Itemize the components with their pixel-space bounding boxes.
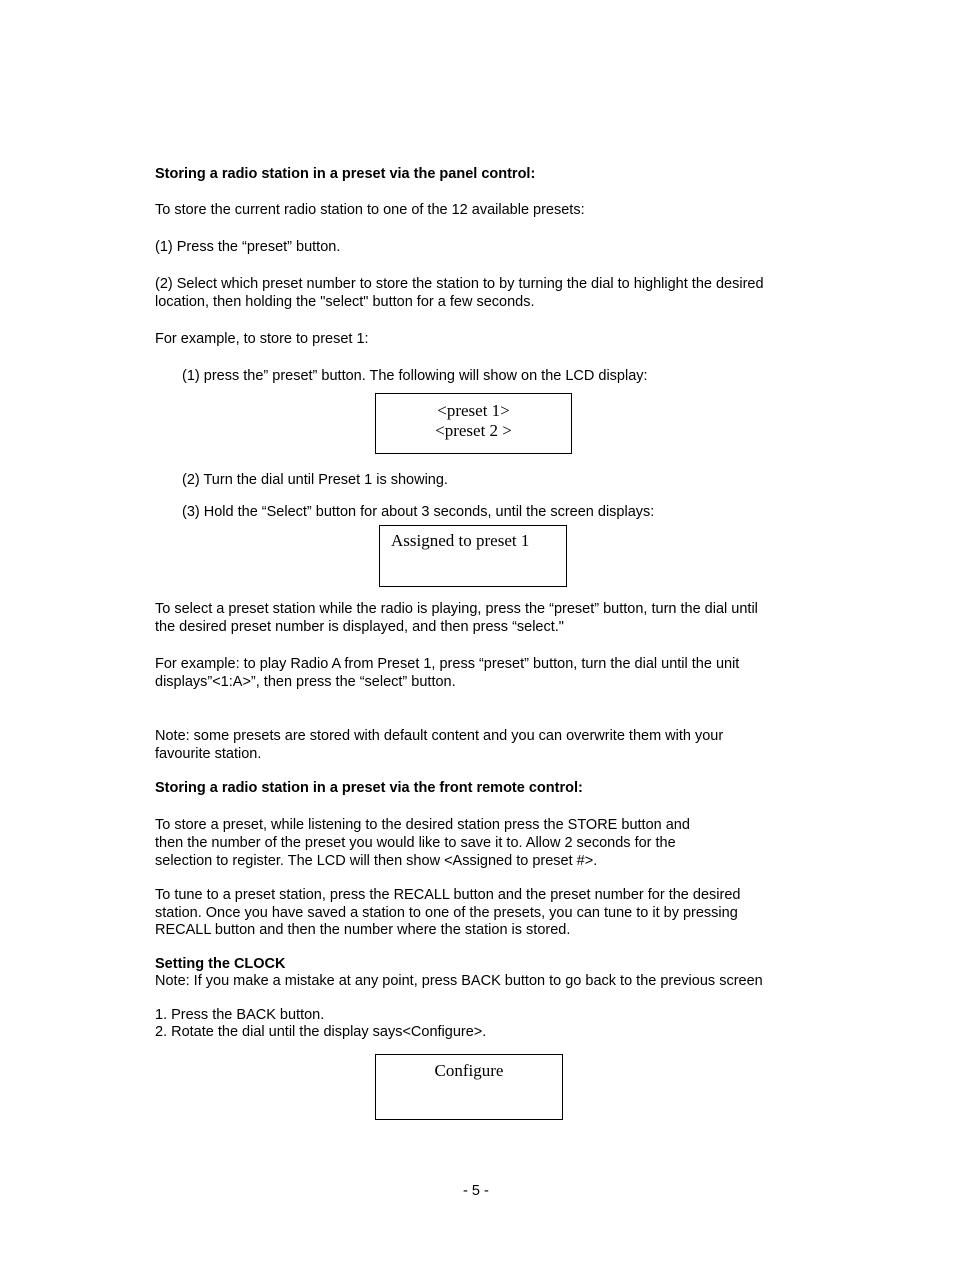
section-heading-panel-control: Storing a radio station in a preset via the panel control: [155,166,536,182]
lcd-line-configure: Configure [434,1061,504,1080]
section-heading-remote-control: Storing a radio station in a preset via the front remote control: [155,780,583,796]
select-preset-text-line-2: the desired preset number is displayed, and then press “select." [155,619,564,635]
step-1-text: (1) Press the “preset” button. [155,239,341,255]
sub-step-3-text: (3) Hold the “Select” button for about 3 seconds, until the screen displays: [182,504,655,520]
clock-step-2-text: 2. Rotate the dial until the display says<Configure>. [155,1024,487,1040]
play-example-text-line-2: displays”<1:A>”, then press the “select” button. [155,674,456,690]
note-text-line-1: Note: some presets are stored with default content and you can overwrite them with your [155,728,724,744]
lcd-line-preset-1: <preset 1> [437,401,510,420]
lcd-display-configure [375,1054,563,1120]
tune-text-line-1: To tune to a preset station, press the RECALL button and the preset number for the desired [155,887,741,903]
lcd-line-preset-2: <preset 2 > [435,421,512,440]
intro-text: To store the current radio station to one of the 12 available presets: [155,202,585,218]
step-2-text-line-1: (2) Select which preset number to store the station to by turning the dial to highlight the desired [155,276,764,292]
sub-step-2-text: (2) Turn the dial until Preset 1 is showing. [182,472,448,488]
store-text-line-2: then the number of the preset you would like to save it to. Allow 2 seconds for the [155,835,676,851]
store-text-line-3: selection to register. The LCD will then show <Assigned to preset #>. [155,853,598,869]
tune-text-line-3: RECALL button and then the number where the station is stored. [155,922,571,938]
clock-step-1-text: 1. Press the BACK button. [155,1007,325,1023]
section-heading-clock: Setting the CLOCK [155,956,286,972]
play-example-text-line-1: For example: to play Radio A from Preset 1, press “preset” button, turn the dial until the unit [155,656,740,672]
sub-step-1-text: (1) press the” preset” button. The following will show on the LCD display: [182,368,648,384]
lcd-display-assigned [379,525,567,587]
select-preset-text-line-1: To select a preset station while the radio is playing, press the “preset” button, turn the dial until [155,601,758,617]
page-number: - 5 - [463,1183,489,1199]
example-intro-text: For example, to store to preset 1: [155,331,369,347]
clock-note-text: Note: If you make a mistake at any point, press BACK button to go back to the previous screen [155,973,763,989]
tune-text-line-2: station. Once you have saved a station to one of the presets, you can tune to it by pressing [155,905,738,921]
store-text-line-1: To store a preset, while listening to the desired station press the STORE button and [155,817,690,833]
lcd-line-assigned: Assigned to preset 1 [391,531,530,550]
step-2-text-line-2: location, then holding the "select" button for a few seconds. [155,294,535,310]
lcd-display-preset-list [375,393,572,454]
note-text-line-2: favourite station. [155,746,262,762]
